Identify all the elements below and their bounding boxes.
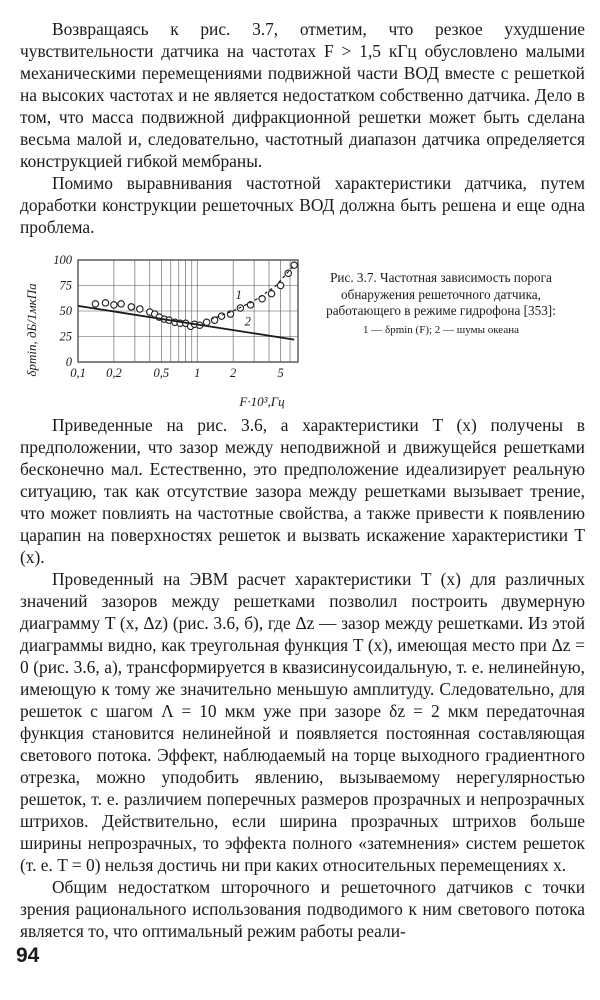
data-point (111, 302, 117, 308)
data-point (92, 301, 98, 307)
caption-text: Рис. 3.7. Частотная зависимость порога обнаружения решеточного датчика, работающего в режиме гидрофона [353]: (326, 270, 556, 319)
figure-caption (306, 270, 576, 338)
data-point (227, 311, 233, 317)
data-point (203, 319, 209, 325)
curve-label: 2 (244, 314, 251, 329)
x-tick-label: 0,2 (106, 366, 122, 380)
page-number: 94 (16, 944, 40, 967)
data-point (137, 306, 143, 312)
data-point (277, 282, 283, 288)
x-tick-label: 2 (230, 366, 237, 380)
y-tick-label: 25 (59, 329, 72, 344)
data-point (128, 304, 134, 310)
y-tick-label: 75 (59, 278, 72, 293)
data-point (118, 301, 124, 307)
x-tick-label: 1 (194, 366, 201, 380)
y-axis-label: δpmin, дБ/1мкПа (24, 283, 39, 377)
data-point (268, 290, 274, 296)
y-tick-label: 50 (59, 304, 72, 318)
y-tick-label: 100 (53, 253, 72, 267)
chart-series (78, 262, 297, 340)
x-tick-label: 5 (277, 366, 284, 380)
curve-label: 1 (235, 287, 242, 302)
chart (14, 246, 304, 410)
data-point (211, 317, 217, 323)
x-axis-label: F·10³,Гц (239, 394, 285, 409)
paragraph-3: Приведенные на рис. 3.6, а характеристики T (x) получены в предположении, что зазор между неподвижной и движущейся решетками бесконечно мал. Естественно, это предположение идеализирует реальную ситуацию, так как отсутствие зазора между решетками вызывает трение, что может повлиять на частотные свойства, а также привести к появлению царапин на поверхностях решеток и вызвать искажение характеристики T (x). (20, 415, 585, 567)
x-tick-label: 0,1 (70, 366, 86, 380)
paragraph-4: Проведенный на ЭВМ расчет характеристики T (x) для различных значений зазоров между решетками позволил построить двумерную диаграмму T (x, Δz) (рис. 3.6, б), где Δz — зазор между решетками. Из этой диаграммы видно, как треугольная функция T (x), имеющая место при Δz = 0 (рис. 3.6, а), трансформируется в квазисинусоидальную, т. е. нелинейную, имеющую к тому же значительно меньшую амплитуду. Следовательно, для решеток с шагом Λ = 10 мкм уже при зазоре δz = 2 мкм передаточная функция становится нелинейной и появляется постоянная составляющая светового потока. Эффект, наблюдаемый на торце выходного градиентного отрезка, можно уподобить явлению, вызываемому нерегулярностью решеток, т. е. различием поперечных размеров прозрачных и непрозрачных штрихов. Действительно, если ширина прозрачных штрихов больше ширины непрозрачных, то эффекта полного «затемнения» систем решеток (т. е. T = 0) нельзя достичь ни при каких относительных перемещениях x. (20, 569, 585, 875)
data-point (102, 300, 108, 306)
y-tick-label: 0 (65, 355, 72, 369)
paragraph-2: Помимо выравнивания частотной характеристики датчика, путем доработки конструкции решеточных ВОД должна быть решена и еще одна проблема. (20, 173, 585, 237)
paragraph-1: Возвращаясь к рис. 3.7, отметим, что резкое ухудшение чувствительности датчика на частотах F > 1,5 кГц обусловлено малыми механическими перемещениями подвижной части ВОД вместе с решеткой на высоких частотах и не является недостатком собственно датчика. Дело в том, что масса подвижной дифракционной решетки может быть сделана весьма малой и, следовательно, частотный диапазон датчика определяется конструкцией гибкой мембраны. (20, 19, 585, 171)
paragraph-5: Общим недостатком шторочного и решеточного датчиков с точки зрения рационального использования подводимого к ним светового потока является то, что оптимальный режим работы реали- (20, 877, 585, 941)
caption-legend: 1 — δpmin (F); 2 — шумы океана (363, 323, 519, 336)
x-tick-label: 0,5 (153, 366, 170, 380)
